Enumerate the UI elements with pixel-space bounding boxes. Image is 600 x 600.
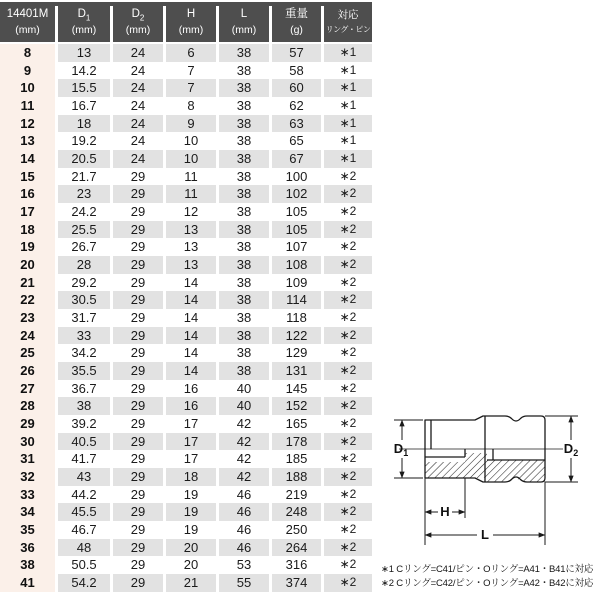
table-cell: 38 bbox=[219, 185, 272, 203]
table-row bbox=[0, 291, 372, 309]
table-row bbox=[0, 468, 372, 486]
col-header-ring: 対応 リング・ピン bbox=[324, 2, 372, 44]
table-cell: 11 bbox=[166, 185, 219, 203]
cell-ring: ∗2 bbox=[324, 503, 372, 521]
table-cell: 29 bbox=[113, 380, 166, 398]
table-cell: 29 bbox=[113, 274, 166, 292]
table-cell: 316 bbox=[272, 556, 324, 574]
cell-size: 12 bbox=[0, 115, 58, 133]
table-cell: 38 bbox=[219, 150, 272, 168]
dimension-lines bbox=[394, 416, 578, 545]
dim-label-h: H bbox=[440, 504, 450, 519]
cell-size: 38 bbox=[0, 556, 58, 574]
cell-ring: ∗2 bbox=[324, 362, 372, 380]
table-cell: 29 bbox=[113, 344, 166, 362]
table-cell: 50.5 bbox=[58, 556, 113, 574]
cell-size: 31 bbox=[0, 450, 58, 468]
table-cell: 40.5 bbox=[58, 433, 113, 451]
cell-ring: ∗1 bbox=[324, 44, 372, 62]
table-top-rule bbox=[0, 2, 372, 6]
table-cell: 28 bbox=[58, 256, 113, 274]
header-row bbox=[0, 2, 372, 44]
footnote-ring1: ∗1 Cリング=C41/ピン・Oリング=A41・B41に対応 bbox=[381, 564, 594, 575]
table-cell: 264 bbox=[272, 539, 324, 557]
table-cell: 38 bbox=[219, 62, 272, 80]
table-row bbox=[0, 327, 372, 345]
table-cell: 38 bbox=[58, 397, 113, 415]
table-cell: 29 bbox=[113, 256, 166, 274]
cell-size: 9 bbox=[0, 62, 58, 80]
table-row bbox=[0, 256, 372, 274]
table-row bbox=[0, 574, 372, 592]
table-cell: 14 bbox=[166, 327, 219, 345]
table-row bbox=[0, 274, 372, 292]
table-cell: 60 bbox=[272, 79, 324, 97]
table-cell: 29 bbox=[113, 539, 166, 557]
table-cell: 29 bbox=[113, 168, 166, 186]
table-row bbox=[0, 79, 372, 97]
table-cell: 21.7 bbox=[58, 168, 113, 186]
col-header-d2: $D_2$ (mm) bbox=[113, 2, 166, 44]
table-cell: 34.2 bbox=[58, 344, 113, 362]
table-cell: 105 bbox=[272, 203, 324, 221]
table-cell: 24 bbox=[113, 62, 166, 80]
cell-size: 27 bbox=[0, 380, 58, 398]
cell-ring: ∗1 bbox=[324, 115, 372, 133]
cell-size: 32 bbox=[0, 468, 58, 486]
table-cell: 24 bbox=[113, 132, 166, 150]
cell-size: 11 bbox=[0, 97, 58, 115]
dim-label-d1: $D_1$ bbox=[393, 441, 409, 458]
cell-ring: ∗1 bbox=[324, 132, 372, 150]
table-cell: 19.2 bbox=[58, 132, 113, 150]
table-cell: 54.2 bbox=[58, 574, 113, 592]
table-cell: 129 bbox=[272, 344, 324, 362]
table-row bbox=[0, 150, 372, 168]
table-cell: 14 bbox=[166, 291, 219, 309]
table-cell: 24 bbox=[113, 150, 166, 168]
cell-size: 34 bbox=[0, 503, 58, 521]
table-cell: 219 bbox=[272, 486, 324, 504]
table-cell: 29 bbox=[113, 468, 166, 486]
table-cell: 23 bbox=[58, 185, 113, 203]
cell-size: 21 bbox=[0, 274, 58, 292]
table-cell: 38 bbox=[219, 238, 272, 256]
cell-ring: ∗2 bbox=[324, 574, 372, 592]
table-cell: 13 bbox=[166, 256, 219, 274]
cell-size: 33 bbox=[0, 486, 58, 504]
footnotes bbox=[381, 563, 600, 591]
table-cell: 21 bbox=[166, 574, 219, 592]
table-cell: 14 bbox=[166, 274, 219, 292]
table-cell: 13 bbox=[166, 221, 219, 239]
table-cell: 46 bbox=[219, 486, 272, 504]
cell-size: 18 bbox=[0, 221, 58, 239]
table-row bbox=[0, 450, 372, 468]
table-cell: 100 bbox=[272, 168, 324, 186]
col-header-model: 14401M (mm) bbox=[0, 2, 58, 44]
cell-ring: ∗2 bbox=[324, 521, 372, 539]
table-cell: 26.7 bbox=[58, 238, 113, 256]
cell-ring: ∗2 bbox=[324, 468, 372, 486]
cell-size: 36 bbox=[0, 539, 58, 557]
table-cell: 42 bbox=[219, 415, 272, 433]
cell-size: 15 bbox=[0, 168, 58, 186]
cell-ring: ∗2 bbox=[324, 556, 372, 574]
table-cell: 29 bbox=[113, 521, 166, 539]
dim-label-d2: $D_2$ bbox=[563, 441, 579, 458]
cell-ring: ∗2 bbox=[324, 397, 372, 415]
table-cell: 38 bbox=[219, 327, 272, 345]
table-cell: 7 bbox=[166, 79, 219, 97]
table-cell: 38 bbox=[219, 309, 272, 327]
table-cell: 16 bbox=[166, 397, 219, 415]
table-row bbox=[0, 238, 372, 256]
table-row bbox=[0, 556, 372, 574]
table-cell: 48 bbox=[58, 539, 113, 557]
cell-ring: ∗2 bbox=[324, 291, 372, 309]
table-row bbox=[0, 221, 372, 239]
table-cell: 38 bbox=[219, 115, 272, 133]
col-header-d1: $D_1$ (mm) bbox=[58, 2, 113, 44]
cell-size: 20 bbox=[0, 256, 58, 274]
table-cell: 38 bbox=[219, 168, 272, 186]
table-cell: 29 bbox=[113, 556, 166, 574]
table-cell: 188 bbox=[272, 468, 324, 486]
cell-size: 24 bbox=[0, 327, 58, 345]
table-cell: 46 bbox=[219, 521, 272, 539]
table-cell: 14 bbox=[166, 362, 219, 380]
cell-ring: ∗2 bbox=[324, 415, 372, 433]
table-row bbox=[0, 115, 372, 133]
table-cell: 53 bbox=[219, 556, 272, 574]
table-row bbox=[0, 168, 372, 186]
table-cell: 29 bbox=[113, 221, 166, 239]
table-cell: 42 bbox=[219, 468, 272, 486]
table-cell: 16.7 bbox=[58, 97, 113, 115]
footnote-ring2: ∗2 Cリング=C42/ピン・Oリング=A42・B42に対応 bbox=[381, 578, 594, 589]
table-cell: 38 bbox=[219, 132, 272, 150]
table-cell: 29 bbox=[113, 362, 166, 380]
cell-ring: ∗2 bbox=[324, 450, 372, 468]
cell-ring: ∗2 bbox=[324, 274, 372, 292]
table-cell: 29 bbox=[113, 503, 166, 521]
cell-ring: ∗2 bbox=[324, 380, 372, 398]
table-cell: 38 bbox=[219, 362, 272, 380]
col-header-l: L (mm) bbox=[219, 2, 272, 44]
table-cell: 38 bbox=[219, 97, 272, 115]
table-cell: 38 bbox=[219, 291, 272, 309]
cell-ring: ∗2 bbox=[324, 486, 372, 504]
table-cell: 152 bbox=[272, 397, 324, 415]
table-row bbox=[0, 62, 372, 80]
table-cell: 10 bbox=[166, 132, 219, 150]
col-header-h: H (mm) bbox=[166, 2, 219, 44]
table-cell: 18 bbox=[166, 468, 219, 486]
table-cell: 38 bbox=[219, 256, 272, 274]
table-cell: 10 bbox=[166, 150, 219, 168]
cell-size: 17 bbox=[0, 203, 58, 221]
table-row bbox=[0, 486, 372, 504]
cell-ring: ∗1 bbox=[324, 79, 372, 97]
cell-size: 35 bbox=[0, 521, 58, 539]
cell-ring: ∗2 bbox=[324, 203, 372, 221]
cell-ring: ∗2 bbox=[324, 221, 372, 239]
cell-size: 19 bbox=[0, 238, 58, 256]
table-row bbox=[0, 309, 372, 327]
table-cell: 19 bbox=[166, 521, 219, 539]
table-row bbox=[0, 203, 372, 221]
table-row bbox=[0, 539, 372, 557]
cell-size: 30 bbox=[0, 433, 58, 451]
table-cell: 58 bbox=[272, 62, 324, 80]
table-cell: 118 bbox=[272, 309, 324, 327]
table-row bbox=[0, 415, 372, 433]
table-row bbox=[0, 97, 372, 115]
table-cell: 13 bbox=[58, 44, 113, 62]
table-cell: 122 bbox=[272, 327, 324, 345]
table-cell: 42 bbox=[219, 450, 272, 468]
table-cell: 29 bbox=[113, 415, 166, 433]
table-row bbox=[0, 503, 372, 521]
table-cell: 131 bbox=[272, 362, 324, 380]
cell-size: 8 bbox=[0, 44, 58, 62]
table-cell: 29 bbox=[113, 397, 166, 415]
table-cell: 25.5 bbox=[58, 221, 113, 239]
table-row bbox=[0, 521, 372, 539]
table-cell: 108 bbox=[272, 256, 324, 274]
cell-ring: ∗2 bbox=[324, 309, 372, 327]
cell-size: 28 bbox=[0, 397, 58, 415]
cell-ring: ∗1 bbox=[324, 62, 372, 80]
table-cell: 29 bbox=[113, 486, 166, 504]
cell-ring: ∗2 bbox=[324, 539, 372, 557]
table-row bbox=[0, 397, 372, 415]
table-row bbox=[0, 132, 372, 150]
table-cell: 20 bbox=[166, 539, 219, 557]
table-cell: 24 bbox=[113, 79, 166, 97]
table-cell: 65 bbox=[272, 132, 324, 150]
table-cell: 38 bbox=[219, 274, 272, 292]
table-cell: 41.7 bbox=[58, 450, 113, 468]
table-cell: 38 bbox=[219, 221, 272, 239]
table-cell: 40 bbox=[219, 380, 272, 398]
table-row bbox=[0, 380, 372, 398]
table-cell: 29 bbox=[113, 185, 166, 203]
table-cell: 17 bbox=[166, 415, 219, 433]
table-cell: 38 bbox=[219, 203, 272, 221]
table-cell: 29 bbox=[113, 327, 166, 345]
table-cell: 20 bbox=[166, 556, 219, 574]
table-cell: 13 bbox=[166, 238, 219, 256]
table-cell: 24 bbox=[113, 44, 166, 62]
table-cell: 6 bbox=[166, 44, 219, 62]
table-cell: 29 bbox=[113, 450, 166, 468]
table-cell: 38 bbox=[219, 79, 272, 97]
table-cell: 29 bbox=[113, 433, 166, 451]
table-cell: 46 bbox=[219, 503, 272, 521]
table-cell: 18 bbox=[58, 115, 113, 133]
table-cell: 29 bbox=[113, 574, 166, 592]
table-cell: 57 bbox=[272, 44, 324, 62]
table-cell: 35.5 bbox=[58, 362, 113, 380]
cell-ring: ∗2 bbox=[324, 256, 372, 274]
cell-ring: ∗2 bbox=[324, 168, 372, 186]
table-cell: 40 bbox=[219, 397, 272, 415]
table-cell: 38 bbox=[219, 44, 272, 62]
table-cell: 63 bbox=[272, 115, 324, 133]
table-cell: 250 bbox=[272, 521, 324, 539]
table-cell: 55 bbox=[219, 574, 272, 592]
table-cell: 42 bbox=[219, 433, 272, 451]
table-cell: 36.7 bbox=[58, 380, 113, 398]
table-cell: 109 bbox=[272, 274, 324, 292]
dim-label-l: L bbox=[481, 527, 489, 542]
table-cell: 62 bbox=[272, 97, 324, 115]
table-cell: 29 bbox=[113, 309, 166, 327]
table-cell: 105 bbox=[272, 221, 324, 239]
table-cell: 19 bbox=[166, 486, 219, 504]
table-cell: 24 bbox=[113, 97, 166, 115]
cell-size: 14 bbox=[0, 150, 58, 168]
cell-size: 10 bbox=[0, 79, 58, 97]
table-row bbox=[0, 44, 372, 62]
table-cell: 17 bbox=[166, 450, 219, 468]
cell-ring: ∗2 bbox=[324, 238, 372, 256]
table-cell: 114 bbox=[272, 291, 324, 309]
table-cell: 16 bbox=[166, 380, 219, 398]
cell-ring: ∗2 bbox=[324, 185, 372, 203]
cell-size: 26 bbox=[0, 362, 58, 380]
cell-size: 13 bbox=[0, 132, 58, 150]
table-cell: 14.2 bbox=[58, 62, 113, 80]
table-cell: 46 bbox=[219, 539, 272, 557]
table-cell: 31.7 bbox=[58, 309, 113, 327]
cell-ring: ∗2 bbox=[324, 433, 372, 451]
table-cell: 11 bbox=[166, 168, 219, 186]
table-cell: 30.5 bbox=[58, 291, 113, 309]
table-cell: 165 bbox=[272, 415, 324, 433]
table-cell: 29 bbox=[113, 203, 166, 221]
table-cell: 374 bbox=[272, 574, 324, 592]
cell-ring: ∗2 bbox=[324, 344, 372, 362]
table-cell: 67 bbox=[272, 150, 324, 168]
table-cell: 145 bbox=[272, 380, 324, 398]
table-cell: 24 bbox=[113, 115, 166, 133]
table-cell: 15.5 bbox=[58, 79, 113, 97]
table-cell: 45.5 bbox=[58, 503, 113, 521]
table-cell: 107 bbox=[272, 238, 324, 256]
table-cell: 12 bbox=[166, 203, 219, 221]
cell-ring: ∗2 bbox=[324, 327, 372, 345]
table-cell: 14 bbox=[166, 344, 219, 362]
col-header-weight: 重量 (g) bbox=[272, 2, 324, 44]
table-cell: 185 bbox=[272, 450, 324, 468]
table-cell: 19 bbox=[166, 503, 219, 521]
table-row bbox=[0, 433, 372, 451]
table-cell: 102 bbox=[272, 185, 324, 203]
table-cell: 14 bbox=[166, 309, 219, 327]
table-row bbox=[0, 344, 372, 362]
spec-table bbox=[0, 2, 372, 592]
cell-ring: ∗1 bbox=[324, 150, 372, 168]
table-cell: 9 bbox=[166, 115, 219, 133]
table-cell: 38 bbox=[219, 344, 272, 362]
table-cell: 178 bbox=[272, 433, 324, 451]
table-cell: 39.2 bbox=[58, 415, 113, 433]
table-cell: 20.5 bbox=[58, 150, 113, 168]
table-cell: 46.7 bbox=[58, 521, 113, 539]
table-cell: 29 bbox=[113, 238, 166, 256]
table-cell: 17 bbox=[166, 433, 219, 451]
cell-ring: ∗1 bbox=[324, 97, 372, 115]
cell-size: 16 bbox=[0, 185, 58, 203]
table-cell: 7 bbox=[166, 62, 219, 80]
table-cell: 24.2 bbox=[58, 203, 113, 221]
table-cell: 29 bbox=[113, 291, 166, 309]
table-cell: 43 bbox=[58, 468, 113, 486]
cell-size: 22 bbox=[0, 291, 58, 309]
table-cell: 29.2 bbox=[58, 274, 113, 292]
socket-dimension-diagram bbox=[385, 400, 600, 560]
cell-size: 25 bbox=[0, 344, 58, 362]
table-row bbox=[0, 362, 372, 380]
cell-size: 29 bbox=[0, 415, 58, 433]
table-cell: 44.2 bbox=[58, 486, 113, 504]
table-row bbox=[0, 185, 372, 203]
table-cell: 33 bbox=[58, 327, 113, 345]
table-cell: 8 bbox=[166, 97, 219, 115]
table-cell: 248 bbox=[272, 503, 324, 521]
cell-size: 41 bbox=[0, 574, 58, 592]
spec-table-body bbox=[0, 44, 372, 592]
cell-size: 23 bbox=[0, 309, 58, 327]
